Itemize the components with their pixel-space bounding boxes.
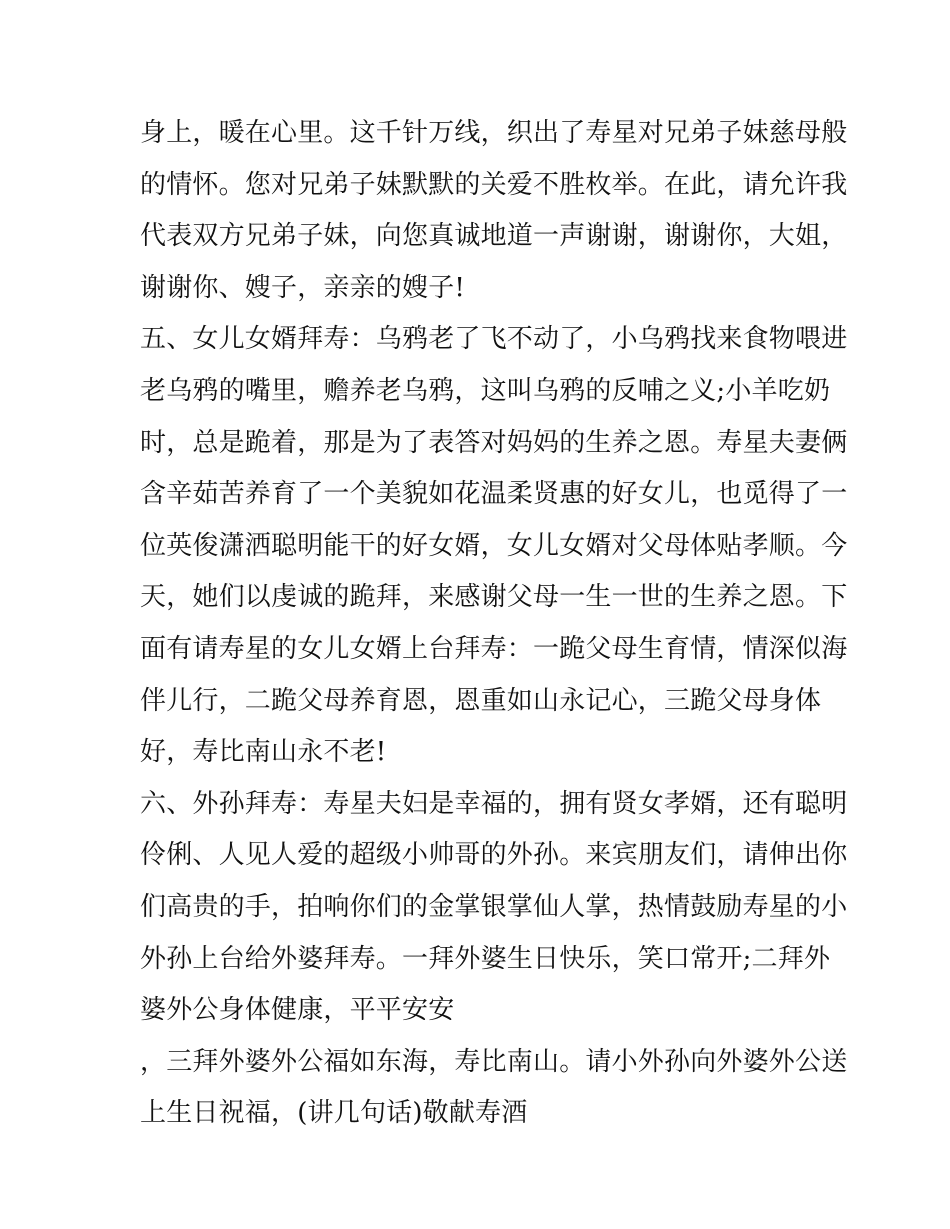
text-line: 老乌鸦的嘴里，赡养老乌鸦，这叫乌鸦的反哺之义;小羊吃奶 [140, 375, 831, 406]
text-line: 代表双方兄弟子妹，向您真诚地道一声谢谢，谢谢你，大姐， [140, 221, 848, 252]
text-line: 谢谢你、嫂子，亲亲的嫂子! [140, 272, 466, 303]
text-line: 的情怀。您对兄弟子妹默默的关爱不胜枚举。在此，请允许我 [140, 169, 848, 200]
text-line: 伴儿行，二跪父母养育恩，恩重如山永记心，三跪父母身体 [140, 685, 822, 716]
text-line: 好，寿比南山永不老! [140, 737, 387, 768]
text-line: 上生日祝福，(讲几句话)敬献寿酒 [140, 1098, 528, 1129]
text-line: 们高贵的手，拍响你们的金掌银掌仙人掌，热情鼓励寿星的小 [140, 891, 848, 922]
text-line: 天，她们以虔诚的跪拜，来感谢父母一生一世的生养之恩。下 [140, 582, 848, 613]
text-line: 外孙上台给外婆拜寿。一拜外婆生日快乐，笑口常开;二拜外 [140, 943, 831, 974]
text-line: 时，总是跪着，那是为了表答对妈妈的生养之恩。寿星夫妻俩 [140, 427, 848, 458]
document-body [140, 108, 848, 1140]
text-line: 面有请寿星的女儿女婿上台拜寿：一跪父母生育情，情深似海 [140, 633, 848, 664]
text-line: 身上，暖在心里。这千针万线，织出了寿星对兄弟子妹慈母般 [140, 118, 848, 148]
text-line: ，三拜外婆外公福如东海，寿比南山。请小外孙向外婆外公送 [140, 1046, 848, 1077]
text-line: 婆外公身体健康，平平安安 [140, 995, 455, 1026]
text-line: 伶俐、人见人爱的超级小帅哥的外孙。来宾朋友们，请伸出你 [140, 840, 848, 871]
text-line: 含辛茹苦养育了一个美貌如花温柔贤惠的好女儿，也觅得了一 [140, 479, 848, 510]
text-line: 位英俊潇洒聪明能干的好女婿，女儿女婿对父母体贴孝顺。今 [140, 530, 848, 561]
text-line: 六、外孙拜寿：寿星夫妇是幸福的，拥有贤女孝婿，还有聪明 [140, 788, 848, 819]
text-line: 五、女儿女婿拜寿：乌鸦老了飞不动了，小乌鸦找来食物喂进 [140, 324, 848, 355]
